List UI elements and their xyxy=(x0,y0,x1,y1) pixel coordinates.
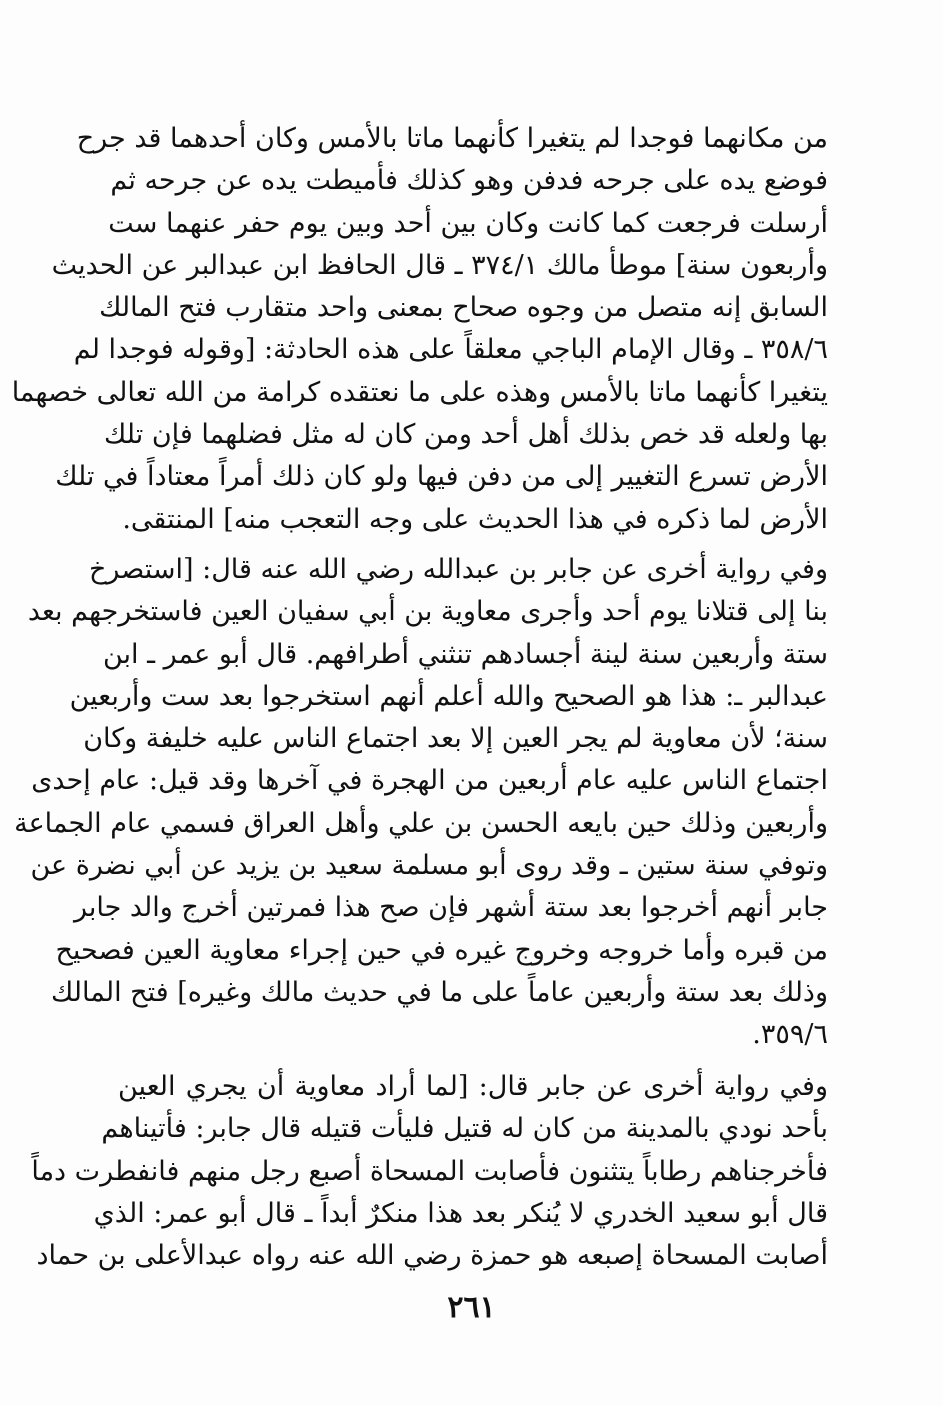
text-line: وذلك بعد ستة وأربعين عاماً على ما في حديث مالك وغيره] فتح المالك xyxy=(51,976,828,1008)
text-line: الأرض لما ذكره في هذا الحديث على وجه التعجب منه] المنتقى. xyxy=(122,503,828,535)
text-line: الأرض تسرع التغيير إلى من دفن فيها ولو كان ذلك أمراً معتاداً في تلك xyxy=(55,461,828,493)
text-line: أرسلت فرجعت كما كانت وكان بين أحد وبين يوم حفر عنهما ست xyxy=(108,207,828,239)
text-line: من مكانهما فوجدا لم يتغيرا كأنهما ماتا بالأمس وكان أحدهما قد جرح xyxy=(76,123,828,154)
page-number: ٢٦١ xyxy=(447,1290,496,1325)
text-line: عبدالبر ـ: هذا هو الصحيح والله أعلم أنهم استخرجوا بعد ست وأربعين xyxy=(69,680,828,712)
text-line: السابق إنه متصل من وجوه صحاح بمعنى واحد متقارب فتح المالك xyxy=(99,292,828,324)
paragraph-2 xyxy=(14,549,828,1057)
text-line: ٣٥٨/٦ ـ وقال الإمام الباجي معلقاً على هذه الحادثة: [وقوله فوجدا لم xyxy=(73,334,828,366)
text-line: وفي رواية أخرى عن جابر بن عبدالله رضي الله عنه قال: [استصرخ xyxy=(88,554,828,585)
text-line: وأربعون سنة] موطأ مالك ٣٧٤/١ ـ قال الحافظ ابن عبدالبر عن الحديث xyxy=(51,249,828,281)
text-line: وأربعين وذلك حين بايعه الحسن بن علي وأهل العراق فسمي عام الجماعة xyxy=(14,807,828,839)
text-line: بها ولعله قد خص بذلك أهل أحد ومن كان له مثل فضلهما فإن تلك xyxy=(104,419,828,451)
text-line: قال أبو سعيد الخدري لا يُنكر بعد هذا منكرٌ أبداً ـ قال أبو عمر: الذي xyxy=(93,1197,828,1229)
paragraph-3 xyxy=(31,1066,828,1277)
text-line: جابر أنهم أخرجوا بعد ستة أشهر فإن صح هذا فمرتين أخرج والد جابر xyxy=(73,892,828,924)
text-line: اجتماع الناس عليه عام أربعين من الهجرة في آخرها وقد قيل: عام إحدى xyxy=(31,765,828,797)
paragraph-1 xyxy=(11,118,828,541)
text-line: من قبره وأما خروجه وخروج غيره في حين إجراء معاوية العين فصحيح xyxy=(55,934,828,966)
text-line: بأحد نودي بالمدينة من كان له قتيل فليأت قتيله قال جابر: فأتيناهم xyxy=(101,1113,828,1145)
text-line: يتغيرا كأنهما ماتا بالأمس وهذه على ما نعتقده كرامة من الله تعالى خصهما xyxy=(11,376,828,408)
text-line: ٣٥٩/٦. xyxy=(752,1019,828,1051)
text-line: فوضع يده على جرحه فدفن وهو كذلك فأميطت يده عن جرحه ثم xyxy=(110,165,828,197)
text-line: ستة وأربعين سنة لينة أجسادهم تنثني أطرافهم. قال أبو عمر ـ ابن xyxy=(102,638,828,670)
text-line: فأخرجناهم رطاباً يتثنون فأصابت المسحاة أصبع رجل منهم فانفطرت دماً xyxy=(31,1155,828,1187)
text-line: بنا إلى قتلانا يوم أحد وأجرى معاوية بن أبي سفيان العين فاستخرجهم بعد xyxy=(27,596,828,628)
text-line: وفي رواية أخرى عن جابر قال: [لما أراد معاوية أن يجري العين xyxy=(118,1071,828,1102)
text-line: وتوفي سنة ستين ـ وقد روى أبو مسلمة سعيد بن يزيد عن أبي نضرة عن xyxy=(30,850,828,882)
text-line: سنة؛ لأن معاوية لم يجر العين إلا بعد اجتماع الناس عليه خليفة وكان xyxy=(83,723,828,755)
text-line: أصابت المسحاة إصبعه هو حمزة رضي الله عنه رواه عبدالأعلى بن حماد xyxy=(36,1240,828,1272)
